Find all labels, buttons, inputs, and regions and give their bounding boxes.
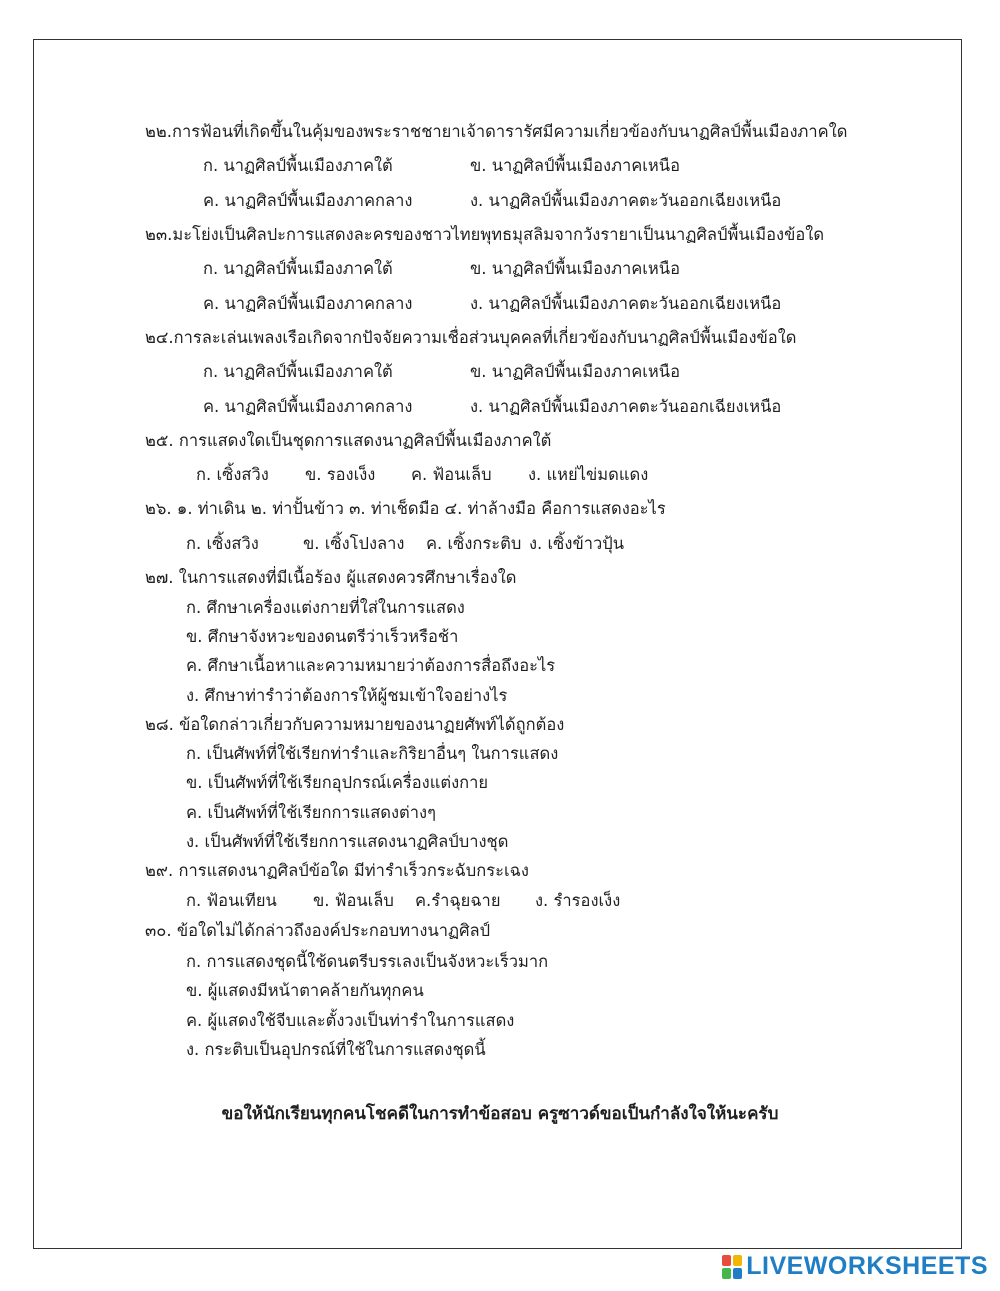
q26-option-d[interactable]: ง. เซิ้งข้าวปุ้น [529, 534, 625, 553]
liveworksheets-logo[interactable] [722, 1252, 988, 1281]
q23-option-b[interactable]: ข. นาฏศิลป์พื้นเมืองภาคเหนือ [470, 259, 680, 278]
q29-option-a[interactable]: ก. ฟ้อนเทียน [186, 891, 277, 910]
q27-option-b[interactable]: ข. ศึกษาจังหวะของดนตรีว่าเร็วหรือช้า [186, 627, 459, 646]
logo-text: LIVEWORKSHEETS [746, 1252, 988, 1280]
q27-option-c[interactable]: ค. ศึกษาเนื้อหาและความหมายว่าต้องการสื่อถึงอะไร [186, 656, 556, 675]
q26-option-b[interactable]: ข. เซิ้งโปงลาง [303, 534, 405, 553]
q22-option-c[interactable]: ค. นาฏศิลป์พื้นเมืองภาคกลาง [203, 191, 413, 210]
question-30: ๓๐. ข้อใดไม่ได้กล่าวถึงองค์ประกอบทางนาฏศิลป์ [145, 921, 491, 940]
q30-option-b[interactable]: ข. ผู้แสดงมีหน้าตาคล้ายกันทุกคน [186, 981, 424, 1000]
question-23: ๒๓.มะโย่งเป็นศิลปะการแสดงละครของชาวไทยพุทธมุสลิมจากวังรายาเป็นนาฏศิลป์พื้นเมืองข้อใด [145, 225, 825, 244]
q24-option-d[interactable]: ง. นาฏศิลป์พื้นเมืองภาคตะวันออกเฉียงเหนือ [470, 397, 782, 416]
q25-option-d[interactable]: ง. แหย่ไข่มดแดง [528, 465, 649, 484]
q22-option-b[interactable]: ข. นาฏศิลป์พื้นเมืองภาคเหนือ [470, 156, 680, 175]
question-26: ๒๖. ๑. ท่าเดิน ๒. ท่าปั้นข้าว ๓. ท่าเช็ดมือ ๔. ท่าล้างมือ คือการแสดงอะไร [145, 499, 666, 518]
q24-option-c[interactable]: ค. นาฏศิลป์พื้นเมืองภาคกลาง [203, 397, 413, 416]
q30-option-d[interactable]: ง. กระติบเป็นอุปกรณ์ที่ใช้ในการแสดงชุดนี้ [186, 1040, 486, 1059]
q26-option-c[interactable]: ค. เซิ้งกระติบ [426, 534, 522, 553]
q30-option-a[interactable]: ก. การแสดงชุดนี้ใช้ดนตรีบรรเลงเป็นจังหวะเร็วมาก [186, 952, 549, 971]
q30-option-c[interactable]: ค. ผู้แสดงใช้จีบและตั้งวงเป็นท่ารำในการแสดง [186, 1011, 515, 1030]
page-border [33, 39, 962, 1249]
q25-option-c[interactable]: ค. ฟ้อนเล็บ [411, 465, 492, 484]
q28-option-b[interactable]: ข. เป็นศัพท์ที่ใช้เรียกอุปกรณ์เครื่องแต่งกาย [186, 773, 489, 792]
q29-option-d[interactable]: ง. รำรองเง็ง [535, 891, 621, 910]
liveworksheets-icon [722, 1255, 742, 1279]
q25-option-a[interactable]: ก. เซิ้งสวิง [196, 465, 269, 484]
question-29: ๒๙. การแสดงนาฏศิลป์ข้อใด มีท่ารำเร็วกระฉับกระเฉง [145, 861, 529, 880]
closing-message: ขอให้นักเรียนทุกคนโชคดีในการทำข้อสอบ ครูซาวด์ขอเป็นกำลังใจให้นะครับ [221, 1104, 779, 1124]
q29-option-c[interactable]: ค.รำฉุยฉาย [415, 891, 501, 910]
q27-option-a[interactable]: ก. ศึกษาเครื่องแต่งกายที่ใส่ในการแสดง [186, 598, 465, 617]
q28-option-d[interactable]: ง. เป็นศัพท์ที่ใช้เรียกการแสดงนาฏศิลป์บางชุด [186, 832, 509, 851]
q24-option-a[interactable]: ก. นาฏศิลป์พื้นเมืองภาคใต้ [203, 362, 393, 381]
q29-option-b[interactable]: ข. ฟ้อนเล็บ [313, 891, 394, 910]
q25-option-b[interactable]: ข. รองเง็ง [305, 465, 376, 484]
q26-option-a[interactable]: ก. เซิ้งสวิง [186, 534, 259, 553]
q28-option-a[interactable]: ก. เป็นศัพท์ที่ใช้เรียกท่ารำและกิริยาอื่นๆ ในการแสดง [186, 744, 559, 763]
q24-option-b[interactable]: ข. นาฏศิลป์พื้นเมืองภาคเหนือ [470, 362, 680, 381]
q23-option-d[interactable]: ง. นาฏศิลป์พื้นเมืองภาคตะวันออกเฉียงเหนือ [470, 294, 782, 313]
q28-option-c[interactable]: ค. เป็นศัพท์ที่ใช้เรียกการแสดงต่างๆ [186, 803, 436, 822]
question-27: ๒๗. ในการแสดงที่มีเนื้อร้อง ผู้แสดงควรศึกษาเรื่องใด [145, 568, 517, 587]
q23-option-c[interactable]: ค. นาฏศิลป์พื้นเมืองภาคกลาง [203, 294, 413, 313]
question-22: ๒๒.การฟ้อนที่เกิดขึ้นในคุ้มของพระราชชายาเจ้าดารารัศมีความเกี่ยวข้องกับนาฏศิลป์พื้นเมืองภาคใด [145, 122, 848, 141]
q27-option-d[interactable]: ง. ศึกษาท่ารำว่าต้องการให้ผู้ชมเข้าใจอย่างไร [186, 686, 508, 705]
q22-option-a[interactable]: ก. นาฏศิลป์พื้นเมืองภาคใต้ [203, 156, 393, 175]
q22-option-d[interactable]: ง. นาฏศิลป์พื้นเมืองภาคตะวันออกเฉียงเหนือ [470, 191, 782, 210]
question-25: ๒๕. การแสดงใดเป็นชุดการแสดงนาฏศิลป์พื้นเมืองภาคใต้ [145, 431, 552, 450]
question-28: ๒๘. ข้อใดกล่าวเกี่ยวกับความหมายของนาฏยศัพท์ได้ถูกต้อง [145, 715, 565, 734]
q23-option-a[interactable]: ก. นาฏศิลป์พื้นเมืองภาคใต้ [203, 259, 393, 278]
question-24: ๒๔.การละเล่นเพลงเรือเกิดจากปัจจัยความเชื่อส่วนบุคคลที่เกี่ยวข้องกับนาฏศิลป์พื้นเมืองข้อใด [145, 328, 797, 347]
